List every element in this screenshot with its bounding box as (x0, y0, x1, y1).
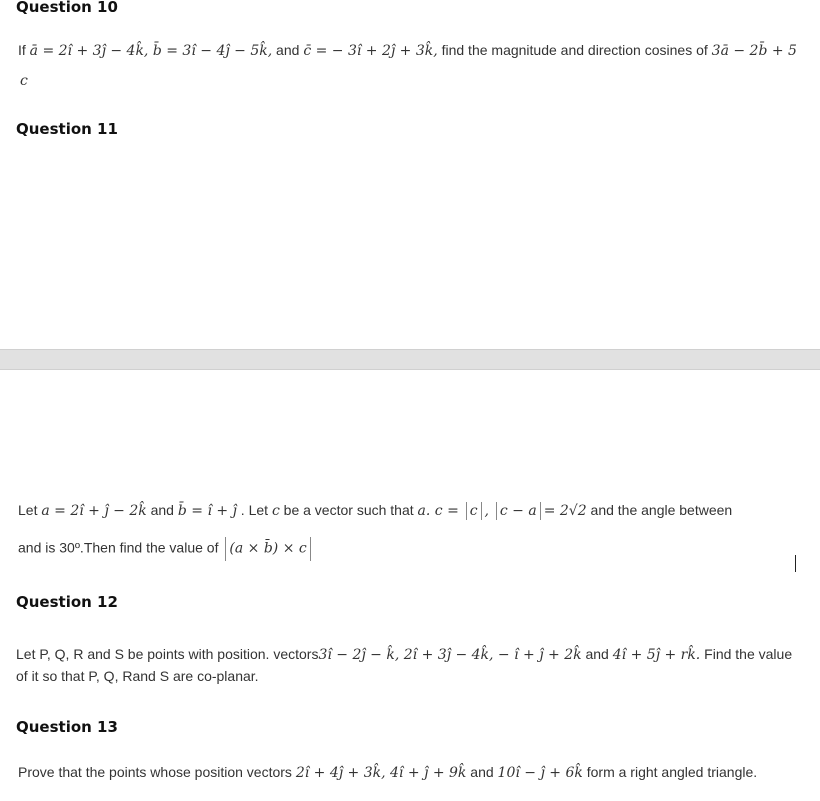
question-12-text-line2: of it so that P, Q, Rand S are co-planar. (16, 668, 259, 684)
question-12-title: Question 12 (16, 593, 118, 611)
abs-bar (310, 537, 311, 561)
question-10-text: If ā = 2î + 3ĵ − 4k̂, b̄ = 3î − 4ĵ − 5k̂, and c̄ = − 3î + 2ĵ + 3k̂, find the magnitude and direction cosines of 3ā − 2b̄ + 5 (18, 42, 797, 59)
abs-bar (466, 502, 467, 520)
question-11-title: Question 11 (16, 120, 118, 138)
abs-bar (496, 502, 497, 520)
question-11-text: Let a = 2î + ĵ − 2k̂ and b̄ = î + ĵ . Let c be a vector such that a. c = c , c − a = 2√2 and the angle between (18, 502, 733, 519)
text-cursor (795, 555, 796, 572)
question-11-text-line2: and is 30º.Then find the value of (a × b̄) × c (18, 537, 800, 561)
question-10-text-line2: c (20, 73, 28, 89)
abs-bar (540, 502, 541, 520)
question-12-text: Let P, Q, R and S be points with position. vectors3î − 2ĵ − k̂, 2î + 3ĵ − 4k̂, − î + ĵ + 2k̂ and 4î + 5ĵ + rk̂. Find the value (16, 646, 793, 663)
question-10-title: Question 10 (16, 0, 118, 16)
page-separator (0, 349, 820, 370)
question-13-title: Question 13 (16, 718, 118, 736)
abs-bar (225, 537, 226, 561)
question-13-text: Prove that the points whose position vectors 2î + 4ĵ + 3k̂, 4î + ĵ + 9k̂ and 10î − ĵ + 6k̂ form a right angled triangle. (18, 764, 758, 781)
abs-bar (481, 502, 482, 520)
